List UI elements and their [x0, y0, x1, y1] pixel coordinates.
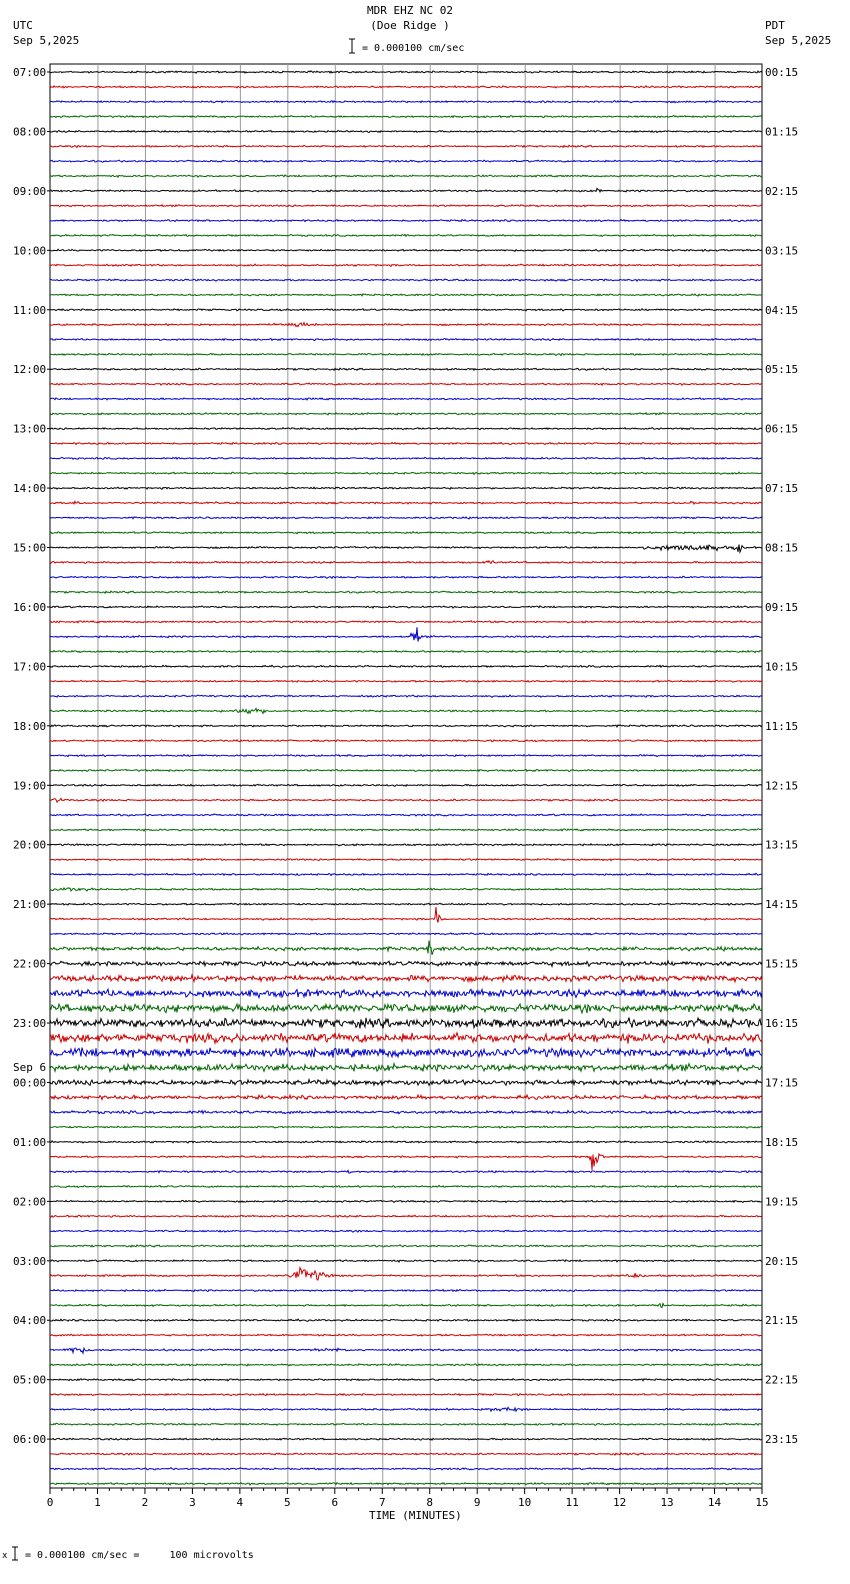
- x-axis-label: TIME (MINUTES): [369, 1509, 462, 1522]
- trace-line: [50, 1154, 762, 1170]
- pdt-hour-label: 13:15: [765, 838, 799, 852]
- trace-line: [50, 961, 762, 966]
- pdt-hour-label: 16:15: [765, 1017, 799, 1031]
- trace-line: [50, 725, 762, 727]
- pdt-hour-label: 03:15: [765, 244, 799, 258]
- trace-line: [50, 798, 762, 802]
- utc-hour-label: 10:00: [13, 244, 47, 258]
- trace-line: [50, 86, 762, 88]
- pdt-hour-label: 00:15: [765, 66, 799, 79]
- pdt-hour-label: 15:15: [765, 957, 799, 971]
- utc-hour-label: 23:00: [13, 1017, 47, 1031]
- pdt-hour-label: 21:15: [765, 1314, 799, 1328]
- trace-line: [50, 442, 762, 444]
- scale-bar-icon: [349, 39, 355, 53]
- trace-line: [50, 1047, 762, 1057]
- trace-line: [50, 1364, 762, 1366]
- trace-line: [50, 576, 762, 578]
- trace-line: [50, 383, 762, 385]
- pdt-hour-label: 02:15: [765, 184, 799, 198]
- trace-line: [50, 1004, 762, 1013]
- trace-line: [50, 1111, 762, 1114]
- pdt-hour-label: 11:15: [765, 719, 799, 733]
- utc-hour-label: 04:00: [13, 1314, 47, 1328]
- trace-line: [50, 1407, 762, 1411]
- utc-hour-label: 03:00: [13, 1254, 47, 1268]
- trace-line: [50, 175, 762, 177]
- trace-line: [50, 1260, 762, 1262]
- pdt-hour-label: 10:15: [765, 660, 799, 674]
- trace-line: [50, 501, 762, 504]
- utc-hour-label: 20:00: [13, 838, 47, 852]
- trace-line: [50, 323, 762, 327]
- utc-hour-label: 02:00: [13, 1195, 47, 1209]
- scale-note: = 0.000100 cm/sec: [362, 43, 465, 54]
- trace-line: [50, 234, 762, 236]
- right-timezone: PDT: [765, 19, 785, 32]
- trace-line: [50, 1468, 762, 1470]
- trace-line: [50, 814, 762, 816]
- trace-line: [50, 784, 762, 786]
- trace-line: [50, 755, 762, 757]
- utc-hour-label: 09:00: [13, 184, 47, 198]
- trace-line: [50, 249, 762, 251]
- trace-line: [50, 116, 762, 118]
- trace-line: [50, 1185, 762, 1187]
- trace-line: [50, 888, 762, 891]
- pdt-hour-label: 18:15: [765, 1135, 799, 1149]
- pdt-hour-label: 19:15: [765, 1195, 799, 1209]
- trace-line: [50, 591, 762, 593]
- trace-line: [50, 975, 762, 982]
- trace-line: [50, 1379, 762, 1381]
- x-tick-label: 7: [378, 1496, 386, 1509]
- x-tick-label: 12: [612, 1496, 627, 1509]
- trace-line: [50, 545, 762, 552]
- x-tick-label: 15: [755, 1496, 769, 1509]
- trace-line: [50, 131, 762, 133]
- x-tick-label: 1: [94, 1496, 101, 1509]
- trace-line: [50, 1394, 762, 1396]
- utc-hour-label: 13:00: [13, 422, 47, 436]
- x-tick-label: 10: [518, 1496, 532, 1509]
- utc-hour-label: 17:00: [13, 660, 47, 674]
- trace-line: [50, 1080, 762, 1086]
- pdt-hour-label: 07:15: [765, 482, 799, 496]
- trace-line: [50, 457, 762, 459]
- pdt-hour-label: 14:15: [765, 898, 799, 912]
- trace-line: [50, 1170, 762, 1173]
- utc-hour-label: 08:00: [13, 125, 47, 139]
- trace-line: [50, 1423, 762, 1425]
- utc-hour-label: 18:00: [13, 719, 47, 733]
- trace-line: [50, 472, 762, 474]
- trace-line: [50, 1348, 762, 1353]
- x-tick-label: 6: [331, 1496, 339, 1509]
- trace-line: [50, 1126, 762, 1128]
- trace-line: [50, 398, 762, 400]
- trace-line: [50, 695, 762, 697]
- utc-hour-label: 19:00: [13, 779, 47, 793]
- x-tick-label: 9: [473, 1496, 481, 1509]
- utc-hour-label: 11:00: [13, 303, 47, 317]
- trace-line: [50, 1200, 762, 1202]
- footer-scale-note: = 0.000100 cm/sec = 100 microvolts: [25, 1550, 254, 1561]
- trace-line: [50, 188, 762, 192]
- trace-line: [50, 413, 762, 415]
- trace-line: [50, 264, 762, 266]
- trace-line: [50, 941, 762, 955]
- pdt-hour-label: 04:15: [765, 303, 799, 317]
- footer-scale-bar-icon: [12, 1547, 18, 1560]
- utc-hour-label: 15:00: [13, 541, 47, 555]
- trace-line: [50, 1334, 762, 1336]
- trace-line: [50, 101, 762, 103]
- trace-line: [50, 989, 762, 998]
- trace-line: [50, 859, 762, 861]
- x-tick-label: 13: [660, 1496, 674, 1509]
- trace-line: [50, 532, 762, 534]
- pdt-hour-label: 12:15: [765, 779, 799, 793]
- trace-line: [50, 145, 762, 147]
- pdt-hour-label: 20:15: [765, 1254, 799, 1268]
- pdt-hour-label: 09:15: [765, 600, 799, 614]
- trace-line: [50, 517, 762, 519]
- trace-line: [50, 1064, 762, 1072]
- trace-line: [50, 873, 762, 875]
- trace-line: [50, 665, 762, 667]
- trace-line: [50, 220, 762, 222]
- trace-line: [50, 160, 762, 162]
- utc-hour-label: 16:00: [13, 600, 47, 614]
- trace-line: [50, 769, 762, 771]
- trace-line: [50, 561, 762, 564]
- trace-line: [50, 1141, 762, 1143]
- trace-line: [50, 428, 762, 430]
- x-tick-label: 11: [565, 1496, 579, 1509]
- pdt-hour-label: 01:15: [765, 125, 799, 139]
- utc-hour-label: 22:00: [13, 957, 47, 971]
- trace-line: [50, 651, 762, 653]
- trace-line: [50, 1245, 762, 1247]
- left-timezone: UTC: [13, 19, 33, 32]
- trace-line: [50, 1018, 762, 1029]
- day-change-label: Sep 6: [13, 1061, 47, 1074]
- utc-hour-label: 12:00: [13, 363, 47, 377]
- trace-line: [50, 368, 762, 370]
- trace-line: [50, 1438, 762, 1440]
- left-date: Sep 5,2025: [13, 34, 80, 47]
- trace-line: [50, 1268, 762, 1280]
- utc-hour-label: 00:00: [13, 1076, 47, 1090]
- trace-line: [50, 606, 762, 608]
- right-date: Sep 5,2025: [765, 34, 832, 47]
- x-tick-label: 2: [141, 1496, 149, 1509]
- utc-hour-label: 14:00: [13, 482, 47, 496]
- x-tick-label: 3: [189, 1496, 196, 1509]
- x-tick-label: 0: [46, 1496, 54, 1509]
- pdt-hour-label: 22:15: [765, 1373, 799, 1387]
- site-name: (Doe Ridge ): [370, 19, 450, 32]
- utc-hour-label: 07:00: [13, 66, 47, 79]
- pdt-hour-label: 17:15: [765, 1076, 799, 1090]
- utc-hour-label: 01:00: [13, 1135, 47, 1149]
- x-tick-label: 8: [426, 1496, 434, 1509]
- trace-line: [50, 708, 762, 713]
- trace-line: [50, 1453, 762, 1455]
- trace-line: [50, 309, 762, 311]
- utc-hour-label: 05:00: [13, 1373, 47, 1387]
- trace-line: [50, 903, 762, 905]
- trace-line: [50, 487, 762, 489]
- trace-line: [50, 279, 762, 281]
- trace-line: [50, 1033, 762, 1044]
- trace-line: [50, 621, 762, 623]
- trace-line: [50, 294, 762, 296]
- x-tick-label: 4: [236, 1496, 244, 1509]
- trace-line: [50, 1483, 762, 1485]
- trace-line: [50, 1319, 762, 1321]
- trace-line: [50, 844, 762, 846]
- trace-line: [50, 680, 762, 682]
- pdt-hour-label: 23:15: [765, 1433, 799, 1447]
- trace-line: [50, 205, 762, 207]
- trace-line: [50, 1095, 762, 1100]
- trace-line: [50, 71, 762, 73]
- plot-frame: [50, 64, 762, 1488]
- trace-line: [50, 1304, 762, 1308]
- pdt-hour-label: 08:15: [765, 541, 799, 555]
- trace-line: [50, 907, 762, 923]
- utc-hour-label: 21:00: [13, 898, 47, 912]
- footer-marker: x: [2, 1551, 8, 1561]
- trace-line: [50, 933, 762, 935]
- trace-line: [50, 829, 762, 831]
- trace-line: [50, 1215, 762, 1217]
- utc-hour-label: 06:00: [13, 1433, 47, 1447]
- trace-line: [50, 1289, 762, 1291]
- station-title: MDR EHZ NC 02: [366, 4, 454, 17]
- trace-line: [50, 627, 762, 641]
- x-tick-label: 14: [707, 1496, 722, 1509]
- trace-line: [50, 1230, 762, 1232]
- pdt-hour-label: 05:15: [765, 363, 799, 377]
- trace-line: [50, 339, 762, 341]
- pdt-hour-label: 06:15: [765, 422, 799, 436]
- trace-line: [50, 353, 762, 355]
- trace-line: [50, 740, 762, 742]
- x-tick-label: 5: [284, 1496, 291, 1509]
